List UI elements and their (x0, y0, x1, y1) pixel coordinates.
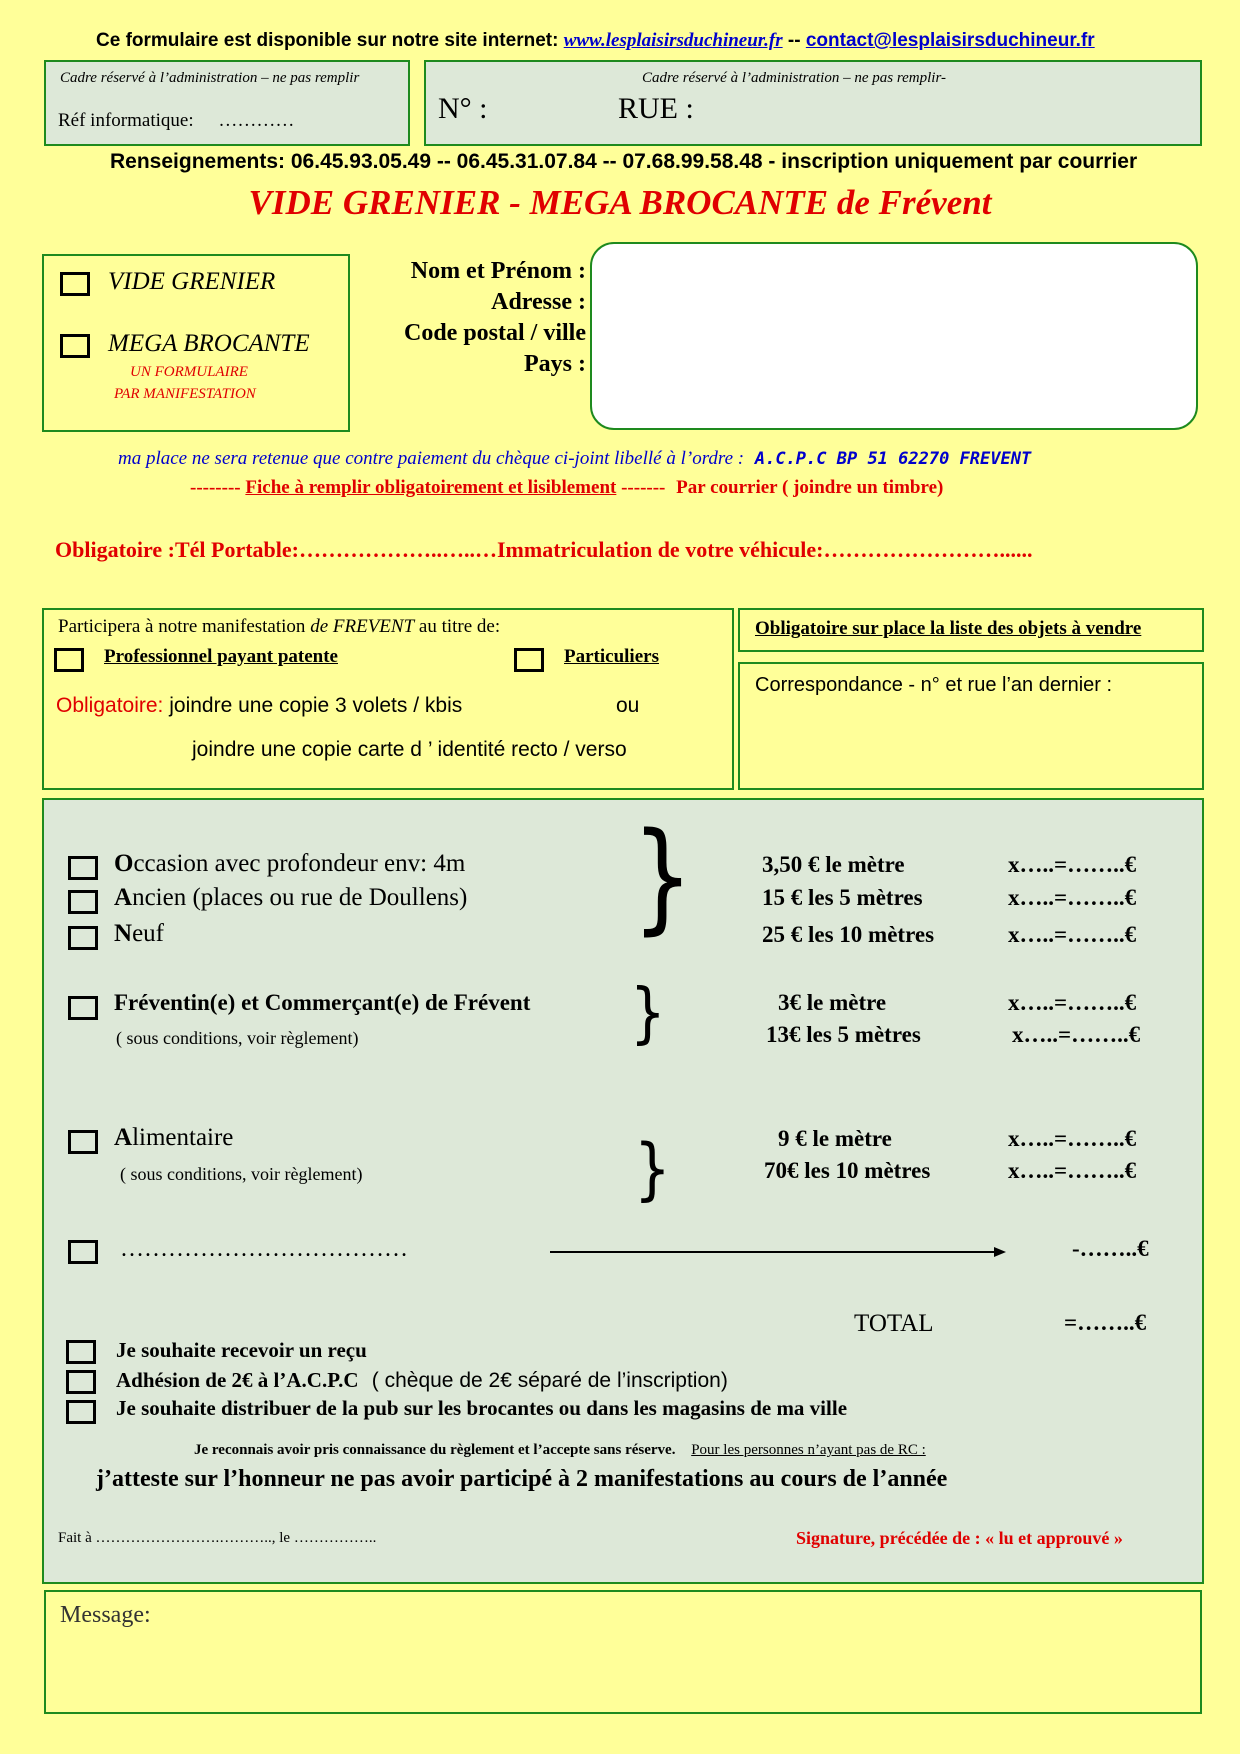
identity-labels (404, 256, 586, 380)
price-food-10m: 70€ les 10 mètres (764, 1158, 931, 1183)
identity-input-area[interactable] (590, 242, 1198, 430)
occasion-checkbox[interactable] (68, 856, 98, 880)
form-note-line2: PAR MANIFESTATION (114, 386, 256, 402)
objects-list-note: Obligatoire sur place la liste des objets à vendre (755, 618, 1142, 639)
group2-brace: } (630, 974, 666, 1051)
ads-checkbox[interactable] (66, 1400, 96, 1424)
country-label: Pays : (524, 351, 586, 377)
receipt-label: Je souhaite recevoir un reçu (116, 1338, 367, 1362)
message-label: Message: (60, 1602, 151, 1628)
form-note-line1: UN FORMULAIRE (130, 364, 248, 380)
calc-row-7[interactable]: x…..=……..€ (1008, 1158, 1137, 1183)
price-occasion: 3,50 € le mètre (762, 852, 905, 877)
ref-label: Réf informatique: (58, 110, 194, 131)
food-conditions: ( sous conditions, voir règlement) (120, 1164, 363, 1184)
website-link[interactable]: www.lesplaisirsduchineur.fr (563, 30, 783, 51)
correspondence-label: Correspondance - n° et rue l’an dernier : (755, 674, 1113, 696)
price-frevent-5m: 13€ les 5 mètres (766, 1022, 921, 1047)
calc-row-3[interactable]: x…..=……..€ (1008, 922, 1137, 947)
calc-row-1[interactable]: x…..=……..€ (1008, 852, 1137, 877)
ref-dots: ………… (218, 110, 295, 131)
fill-note-suffix: ------- (621, 477, 666, 498)
fill-note-main: Fiche à remplir obligatoirement et lisiblement (245, 477, 617, 498)
price-neuf: 25 € les 10 mètres (762, 922, 935, 947)
attest-line: j’atteste sur l’honneur ne pas avoir participé à 2 manifestations au cours de l’année (96, 1466, 948, 1492)
frevent-checkbox[interactable] (68, 996, 98, 1020)
street-label: RUE : (618, 92, 694, 125)
admin-box-left (44, 60, 410, 146)
address-label: Adresse : (491, 289, 586, 315)
admin-box-right (424, 60, 1202, 146)
done-at[interactable]: Fait à …………………….……….., le …………….. (58, 1530, 377, 1546)
other-calc[interactable]: -……..€ (1072, 1236, 1149, 1261)
page-title: VIDE GRENIER - MEGA BROCANTE de Frévent (248, 183, 992, 222)
other-dots[interactable]: ……………………………… (120, 1236, 408, 1262)
header-intro: Ce formulaire est disponible sur notre site internet: (96, 30, 559, 51)
participation-box (42, 608, 734, 790)
price-ancien: 15 € les 5 mètres (762, 885, 923, 910)
mandatory-label: Obligatoire: (56, 694, 164, 717)
mega-brocante-checkbox[interactable] (60, 334, 90, 358)
ads-label: Je souhaite distribuer de la pub sur les brocantes ou dans les magasins de ma ville (116, 1396, 848, 1420)
calc-row-5[interactable]: x…..=……..€ (1012, 1022, 1141, 1047)
info-line: Renseignements: 06.45.93.05.49 -- 06.45.31.07.84 -- 07.68.99.58.48 - inscription uniquement par courrier (110, 150, 1138, 173)
header-separator: -- (787, 30, 801, 51)
calc-row-4[interactable]: x…..=……..€ (1008, 990, 1137, 1015)
food-checkbox[interactable] (68, 1130, 98, 1154)
correspondence-box[interactable] (738, 662, 1204, 790)
name-label: Nom et Prénom : (410, 258, 586, 284)
receipt-checkbox[interactable] (66, 1340, 96, 1364)
signature-label: Signature, précédée de : « lu et approuvé » (796, 1528, 1123, 1548)
group1-brace: } (632, 808, 694, 947)
event-choice-box (42, 254, 350, 432)
ancien-checkbox[interactable] (68, 890, 98, 914)
calc-row-2[interactable]: x…..=……..€ (1008, 885, 1137, 910)
ancien-label: Ancien (places ou rue de Doullens) (114, 884, 468, 911)
payee: A.C.P.C BP 51 62270 FREVENT (754, 449, 1032, 469)
frevent-label: Fréventin(e) et Commerçant(e) de Frévent (114, 990, 531, 1015)
calc-row-6[interactable]: x…..=……..€ (1008, 1126, 1137, 1151)
participation-intro-b: au titre de: (414, 616, 501, 637)
pricing-panel (42, 798, 1204, 1584)
other-checkbox[interactable] (68, 1240, 98, 1264)
group3-brace: } (634, 1130, 671, 1209)
vide-grenier-label: VIDE GRENIER (108, 268, 276, 295)
price-frevent-1m: 3€ le mètre (778, 990, 887, 1015)
fill-note-mail: Par courrier ( joindre un timbre) (676, 477, 944, 498)
number-label: N° : (438, 92, 488, 125)
food-label: Alimentaire (114, 1124, 234, 1151)
professional-label: Professionnel payant patente (104, 646, 338, 667)
arrow-right-icon (550, 1244, 1006, 1260)
participation-town: de FREVENT (310, 616, 415, 637)
fill-note-line (190, 477, 943, 499)
payment-note: ma place ne sera retenue que contre paiement du chèque ci-joint libellé à l’ordre : (118, 448, 745, 469)
neuf-label: Neuf (114, 920, 164, 947)
email-link[interactable]: contact@lesplaisirsduchineur.fr (805, 30, 1095, 51)
total-label: TOTAL (854, 1310, 934, 1337)
or-label: ou (616, 694, 640, 717)
copy-kbis: joindre une copie 3 volets / kbis (169, 694, 463, 717)
header-line (96, 30, 1095, 52)
vide-grenier-checkbox[interactable] (60, 272, 90, 296)
neuf-checkbox[interactable] (68, 926, 98, 950)
professional-checkbox[interactable] (54, 648, 84, 672)
payment-note-line (118, 448, 1031, 470)
occasion-label: Occasion avec profondeur env: 4m (114, 850, 466, 877)
copy-id-card: joindre une copie carte d ’ identité recto / verso (192, 738, 627, 761)
participation-intro (58, 616, 500, 638)
private-label: Particuliers (564, 646, 659, 667)
acknowledge-line: Je reconnais avoir pris connaissance du règlement et l’accepte sans réserve. Pour les personnes n’ayant pas de RC : (194, 1442, 926, 1458)
objects-list-box (738, 608, 1204, 652)
mega-brocante-label: MEGA BROCANTE (108, 330, 310, 357)
price-food-1m: 9 € le mètre (778, 1126, 892, 1151)
message-box[interactable] (44, 1590, 1202, 1714)
membership-label: Adhésion de 2€ à l’A.C.P.C ( chèque de 2€ séparé de l’inscription) (116, 1368, 728, 1392)
membership-checkbox[interactable] (66, 1370, 96, 1394)
frevent-conditions: ( sous conditions, voir règlement) (116, 1028, 359, 1048)
admin-left-caption: Cadre réservé à l’administration – ne pas remplir (60, 70, 360, 86)
participation-intro-a: Participera à notre manifestation (58, 616, 311, 637)
admin-right-caption: Cadre réservé à l’administration – ne pas remplir- (642, 70, 946, 86)
total-calc[interactable]: =……..€ (1064, 1310, 1147, 1335)
postal-city-label: Code postal / ville (403, 320, 586, 346)
private-checkbox[interactable] (514, 648, 544, 672)
fill-note-prefix: -------- (190, 477, 241, 498)
mandatory-line[interactable]: Obligatoire :Tél Portable:………………..…..…Immatriculation de votre véhicule:……………………...... (55, 537, 1033, 562)
